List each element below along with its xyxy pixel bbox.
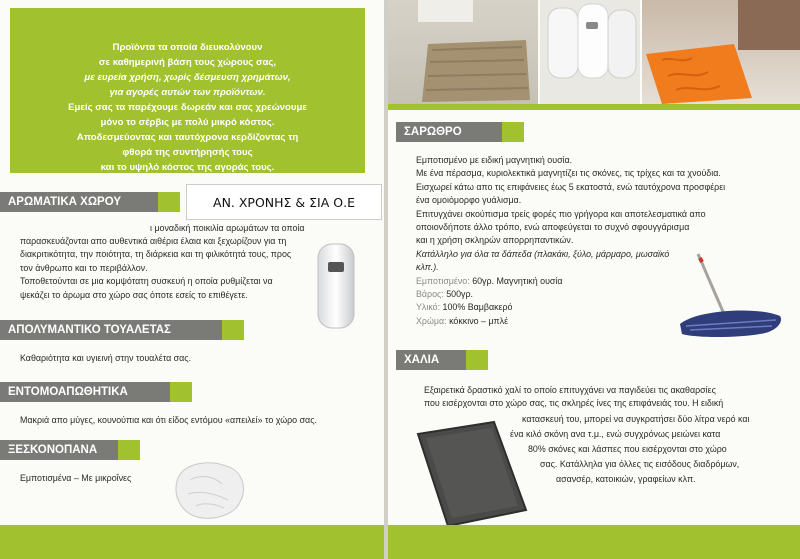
intro-line: με ευρεία χρήση, χωρίς δέσμευση χρημάτων, <box>84 72 291 83</box>
orange-mat-photo <box>642 0 800 104</box>
bath-mat-photo <box>388 0 538 104</box>
xalia-line: ένα κιλό σκόνη ανα τ.μ., ενώ συγχρόνως μειώνει κατα <box>510 429 721 439</box>
intro-line: Προϊόντα τα οποία διευκολύνουν <box>112 42 263 53</box>
company-stamp: ΑΝ. ΧΡΟΝΗΣ & ΣΙΑ Ο.Ε <box>186 184 382 220</box>
intro-line: και το υψηλό κόστος της αγοράς τους. <box>100 162 275 173</box>
xalia-line: 80% σκόνες και λάσπες που εισέρχονται στο χώρο <box>528 444 727 454</box>
section-header-apolymantiko: ΑΠΟΛΥΜΑΝΤΙΚΟ ΤΟΥΑΛΕΤΑΣ <box>0 320 222 340</box>
xalia-line: Εξαιρετικά δραστικό χαλί το οποίο επιτυγχάνει να παγιδεύει τις ακαθαρσίες <box>424 385 716 395</box>
duster-cloth-image <box>170 458 250 524</box>
intro-line: Αποδεσμεύοντας και ταυτόχρονα κερδίζοντας τη <box>76 132 299 143</box>
air-freshener-photo <box>540 0 640 104</box>
left-bottom-band <box>0 525 384 559</box>
section-header-xalia: ΧΑΛΙΑ <box>396 350 466 370</box>
section-header-aromatika: ΑΡΩΜΑΤΙΚΑ ΧΩΡΟΥ <box>0 192 158 212</box>
mop-image <box>676 252 788 342</box>
spec-label: Βάρος: <box>416 289 444 300</box>
photo-strip-band <box>388 104 800 110</box>
section-header-entomo: ΕΝΤΟΜΟΑΠΩΘΗΤΙΚΑ <box>0 382 170 402</box>
xalia-line: σας. Κατάλληλα για όλλες τις εισόδους διαδρόμων, <box>540 459 740 469</box>
section-header-sarothro: ΣΑΡΩΘΡΟ <box>396 122 502 142</box>
right-bottom-band <box>388 525 800 559</box>
spec-value: 100% Βαμβακερό <box>442 302 513 313</box>
intro-line: σε καθημερινή βάση τους χώρους σας, <box>98 57 277 68</box>
xalia-line: που εισέρχονται στο χώρο σας, τις σκληρές ίνες της επιφάνειάς του. Η ειδική <box>424 398 724 408</box>
intro-line: για αγορές αυτών των προϊόντων. <box>109 87 266 98</box>
spec-label: Χρώμα: <box>416 315 447 326</box>
xeskonopana-text: Εμποτισμένα – Με μικροΐνες <box>20 473 132 483</box>
entomo-text: Μακριά απο μύγες, κουνούπια και ότι είδος εντόμου «απειλεί» το χώρο σας. <box>20 415 317 425</box>
aromatika-text: παρασκευάζονται απο αυθεντικά αιθέρια έλαια και ξεχωρίζουν για τη διακριτικότητα, την ποιότητα, τη διάρκεια και τη φιλικότητά τους, προς τον άνθρωπο και το περιβάλλον. Τοποθετούνται σε μια κομψότατη συσκευή η οποία ρυθμίζεται να ψεκάζει το άρωμα στο χώρο σας όποτε εσείς το επιθέγετε. <box>20 236 292 300</box>
xalia-line: ασανσέρ, κατοικιών, γραφείων κλπ. <box>556 474 696 484</box>
intro-box <box>10 8 365 173</box>
spec-value: 500γρ. <box>446 289 474 300</box>
section-header-xeskonopana: ΞΕΣΚΟΝΟΠΑΝΑ <box>0 440 118 460</box>
intro-line: μόνο το σέρβις με πολύ μικρό κόστος. <box>100 117 275 128</box>
floor-mat-image <box>410 418 530 530</box>
spec-label: Εμποτισμένο: <box>416 275 470 286</box>
apolymantiko-text: Καθαριότητα και υγιεινή στην τουαλέτα σας. <box>20 353 192 363</box>
intro-line: φθορά της συντήρησής τους <box>122 147 253 158</box>
spec-label: Υλικό: <box>416 302 441 313</box>
aromatika-text-0: ι μοναδική ποικιλία αρωμάτων τα οποία <box>150 223 305 233</box>
spec-value: κόκκινο – μπλέ <box>449 315 509 326</box>
intro-line: Εμείς σας τα παρέχουμε δωρεάν και σας χρεώνουμε <box>68 102 307 113</box>
left-panel <box>0 0 384 559</box>
air-freshener-image <box>312 242 360 332</box>
spec-value: 60γρ. Μαγνητική ουσία <box>472 275 563 286</box>
right-panel <box>388 0 800 559</box>
sarothro-text: Εμποτισμένο με ειδική μαγνητική ουσία. Με ένα πέρασμα, κυριολεκτικά μαγνητίζει τις σκόνες, τις τρίχες και τα χνούδια. Εισχωρεί κάτω απο τις επιφάνειες έως 5 εκατοστά, ενώ ταυτόχρονα προσφέρει ένα ομοιόμορφο γυάλισμα. Επιτυγχάνει σκούπισμα τρείς φορές πιο γρήγορα και αποτελεσματικά απο οποιονδήποτε άλλο τρόπο, ενώ αποφεύγεται το συχνό σφουγγάρισμα και η χρήση σκληρών απορρηπαντικών. Κατάλληλο για όλα τα δάπεδα (πλακάκι, ξύλο, μάρμαρο, μωσαϊκό κλπ.). Εμποτισμένο: 60γρ. Μαγνητική ουσία Βάρος: 500γρ. Υλικό: 100% Βαμβακερό Χρώμα: κόκκινο – μπλέ <box>416 155 726 326</box>
xalia-line: κατασκευή του, μπορεί να συγκρατήσει δύο λίτρα νερό και <box>522 414 750 424</box>
